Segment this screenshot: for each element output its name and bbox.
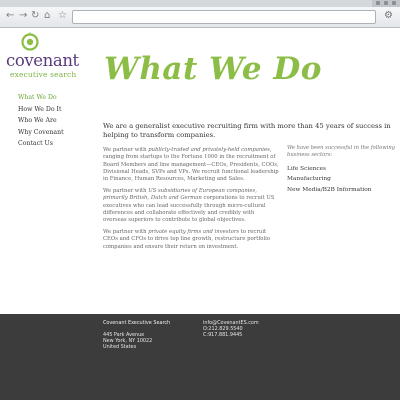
footer-email-link[interactable]: info@CovenantES.com (203, 320, 259, 326)
home-icon[interactable]: ⌂ (44, 10, 51, 21)
footer-contact (203, 320, 259, 338)
body-paragraph-private-equity: We partner with private equity firms and investors to recruit CEOs and CFOs to drive top line growth, restructure portfolio companies and ensure their return on investment. (103, 228, 271, 250)
back-arrow-icon[interactable]: ← (6, 10, 15, 21)
body-paragraph-public-private: We partner with publicly-traded and privately-held companies, ranging from startups to the Fortune 1000 in the recruitment of Board Members and line management—CEOs, Presidents, COOs, Divisional Heads, SVPs and VPs. We recruit functional leadership in Finance, Human Resources, Marketing and Sales. (103, 147, 279, 183)
browser-tab-strip (0, 0, 400, 7)
nav-item-who-we-are[interactable]: Who We Are (18, 117, 57, 124)
nav-item-how-we-do-it[interactable]: How We Do It (18, 105, 62, 113)
footer-address-line: United States (103, 344, 137, 350)
star-icon[interactable]: ☆ (58, 10, 67, 21)
footer-company-name: Covenant Executive Search (103, 320, 171, 326)
sector-item: Life Sciences (287, 165, 327, 172)
forward-arrow-icon[interactable]: → (19, 10, 28, 21)
address-bar[interactable] (72, 10, 376, 24)
sectors-intro: We have been successful in the following business sectors: (287, 145, 395, 158)
reload-icon[interactable]: ↻ (31, 10, 40, 21)
footer-address-line: New York, NY 10022 (103, 338, 153, 344)
logo-mark-icon (20, 32, 40, 52)
window-controls (372, 0, 400, 7)
wrench-icon[interactable]: ⚙ (384, 10, 393, 21)
sector-item: Manufacturing (287, 176, 331, 183)
site-footer (0, 314, 400, 400)
nav-item-what-we-do[interactable]: What We Do (18, 94, 57, 101)
nav-item-why-covenant[interactable]: Why Covenant (18, 128, 64, 136)
covenant-logo[interactable] (6, 30, 92, 79)
footer-address-line: 445 Park Avenue (103, 332, 145, 338)
logo-tagline: executive search (10, 70, 77, 79)
page-title: What We Do (104, 51, 322, 87)
body-paragraph-subsidiaries: We partner with US subsidiaries of European companies, primarily British, Dutch and German corporations to recruit US executives who can lead successfully through micro-cultural differences and collaborate effectively and credibly with overseas superiors to contribute to global objectives. (103, 187, 275, 224)
minimize-icon[interactable] (376, 1, 380, 5)
main-navigation (18, 92, 64, 150)
footer-office-phone: O:212.829.5540 (203, 326, 243, 332)
sectors-sidebar (287, 145, 397, 195)
body-column (103, 147, 279, 255)
footer-cell-phone: C:917.881.9445 (203, 332, 243, 338)
nav-item-contact-us[interactable]: Contact Us (18, 140, 53, 147)
close-icon[interactable] (392, 1, 396, 5)
maximize-icon[interactable] (384, 1, 388, 5)
logo-wordmark: covenant (6, 51, 79, 70)
sector-item: New Media/B2B Information (287, 186, 372, 193)
footer-address (103, 332, 152, 350)
lead-paragraph: We are a generalist executive recruiting firm with more than 45 years of success in helping to transform companies. (103, 122, 391, 139)
